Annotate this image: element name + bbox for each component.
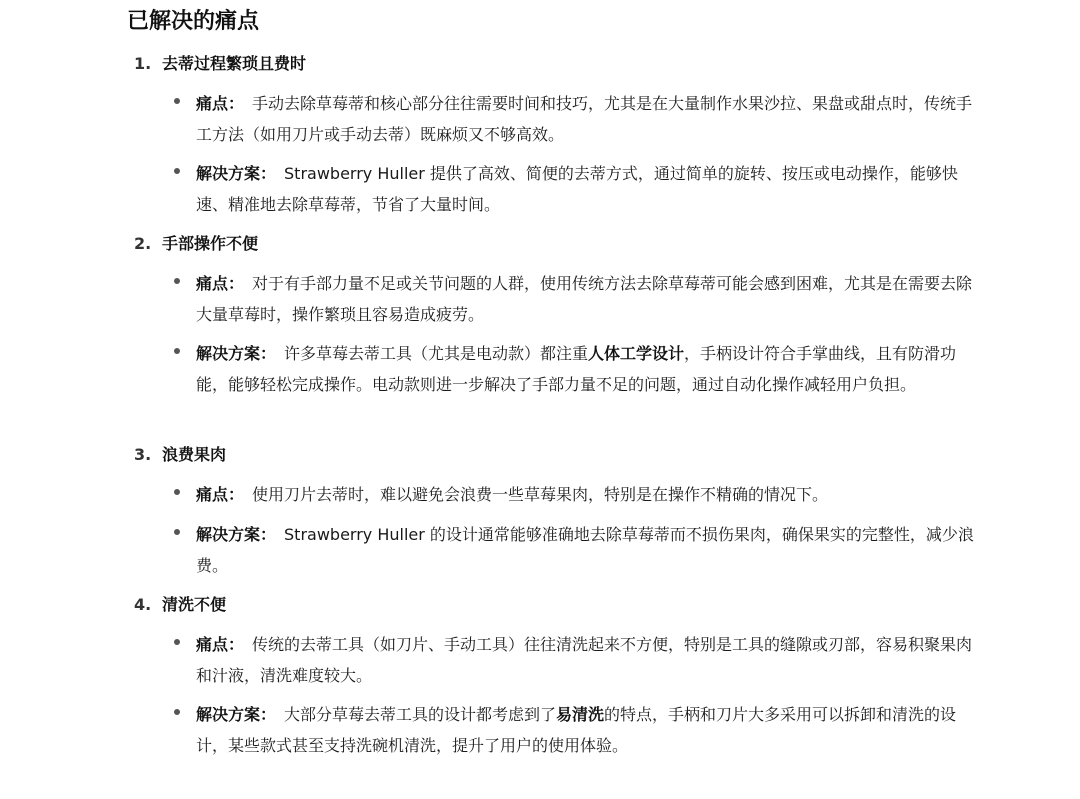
- solution-label: 解决方案：: [196, 344, 277, 363]
- section-heading-4: [134, 593, 226, 617]
- bullet-icon: [174, 529, 180, 535]
- solution-text: Strawberry Huller 的设计通常能够准确地去除草莓蒂而不损伤果肉，确保果实的完整性，减少浪费。: [196, 525, 974, 575]
- bullet-icon: [174, 709, 180, 715]
- bullet-text: [196, 88, 976, 150]
- pain-text: 传统的去蒂工具（如刀片、手动工具）往往清洗起来不方便，特别是工具的缝隙或刃部，容易积聚果肉和汁液，清洗难度较大。: [196, 635, 973, 685]
- bullet-text: [196, 158, 976, 220]
- solution-label: 解决方案：: [196, 525, 277, 544]
- section-title: 清洗不便: [162, 595, 227, 614]
- solution-emphasis: 易清洗: [556, 705, 605, 724]
- section-heading-3: [134, 443, 226, 467]
- solution-text-post: 的特点，手柄和刀片大多采用可以拆卸和清洗的设计，某些款式甚至支持洗碗机清洗，提升了用户的使用体验。: [196, 705, 957, 755]
- pain-text: 使用刀片去蒂时，难以避免会浪费一些草莓果肉，特别是在操作不精确的情况下。: [252, 485, 829, 504]
- bullet-text: [196, 479, 976, 510]
- bullet-icon: [174, 489, 180, 495]
- bullet-text: [196, 699, 976, 761]
- solution-text-pre: 大部分草莓去蒂工具的设计都考虑到了: [284, 705, 557, 724]
- bullet-text: [196, 629, 976, 691]
- section-title: 手部操作不便: [162, 234, 259, 253]
- list-item-solution-1: [174, 158, 974, 220]
- bullet-text: [196, 519, 976, 581]
- bullet-icon: [174, 278, 180, 284]
- section-heading-2: [134, 232, 258, 256]
- pain-text: 手动去除草莓蒂和核心部分往往需要时间和技巧，尤其是在大量制作水果沙拉、果盘或甜点时，传统手工方法（如用刀片或手动去蒂）既麻烦又不够高效。: [196, 94, 973, 144]
- section-number: 4.: [134, 595, 152, 614]
- list-item-pain-2: [174, 268, 974, 330]
- bullet-text: [196, 268, 976, 330]
- section-title: 去蒂过程繁琐且费时: [162, 54, 307, 73]
- section-heading-1: [134, 52, 306, 76]
- pain-label: 痛点：: [196, 485, 245, 504]
- solution-emphasis: 人体工学设计: [588, 344, 685, 363]
- section-number: 3.: [134, 445, 152, 464]
- section-number: 1.: [134, 54, 152, 73]
- solution-text-pre: 许多草莓去蒂工具（尤其是电动款）都注重: [284, 344, 589, 363]
- list-item-pain-3: [174, 479, 974, 510]
- bullet-icon: [174, 98, 180, 104]
- bullet-icon: [174, 168, 180, 174]
- list-item-solution-4: [174, 699, 974, 761]
- pain-label: 痛点：: [196, 94, 245, 113]
- bullet-icon: [174, 348, 180, 354]
- list-item-solution-2: [174, 338, 974, 431]
- bullet-text: [196, 338, 976, 400]
- solution-text: Strawberry Huller 提供了高效、简便的去蒂方式，通过简单的旋转、按压或电动操作，能够快速、精准地去除草莓蒂，节省了大量时间。: [196, 164, 958, 214]
- pain-label: 痛点：: [196, 635, 245, 654]
- pain-text: 对于有手部力量不足或关节问题的人群，使用传统方法去除草莓蒂可能会感到困难，尤其是在需要去除大量草莓时，操作繁琐且容易造成疲劳。: [196, 274, 973, 324]
- section-number: 2.: [134, 234, 152, 253]
- solution-text-post: ，手柄设计符合手掌曲线，且有防滑功能，能够轻松完成操作。电动款则进一步解决了手部力量不足的问题，通过自动化操作减轻用户负担。: [196, 344, 957, 394]
- list-item-solution-3: [174, 519, 974, 581]
- section-title: 浪费果肉: [162, 445, 227, 464]
- solution-label: 解决方案：: [196, 164, 277, 183]
- list-item-pain-4: [174, 629, 974, 691]
- pain-label: 痛点：: [196, 274, 245, 293]
- page-title: 已解决的痛点: [127, 9, 260, 34]
- list-item-pain-1: [174, 88, 974, 150]
- bullet-icon: [174, 639, 180, 645]
- solution-label: 解决方案：: [196, 705, 277, 724]
